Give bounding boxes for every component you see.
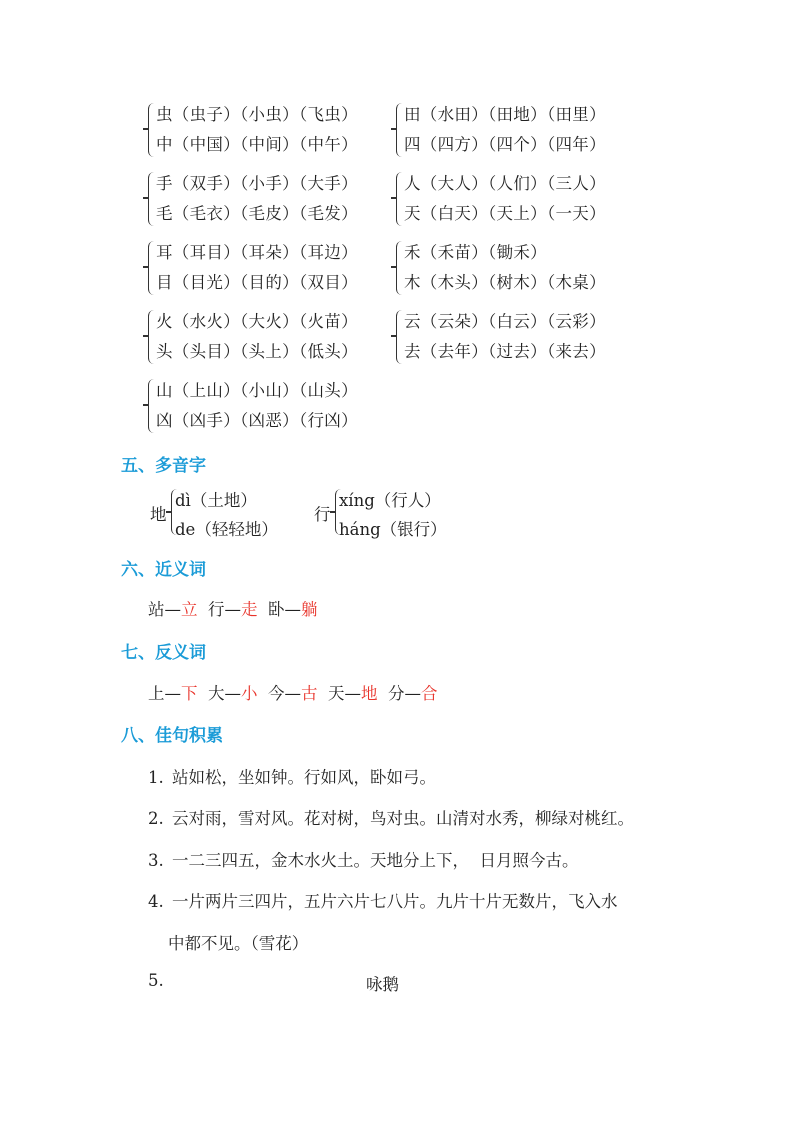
sentence-2 <box>148 805 634 829</box>
antonym-item: 分—合 <box>388 684 438 703</box>
brace <box>396 103 403 157</box>
polyphone-reading: de（轻轻地） <box>175 520 278 539</box>
word-line: 中（中国）（中间）（中午） <box>156 135 358 154</box>
word-line: 木（木头）（树木）（木桌） <box>404 273 606 292</box>
word-line: 人（大人）（人们）（三人） <box>404 174 606 193</box>
synonym-row <box>148 596 318 620</box>
section-heading-antonyms: 七、反义词 <box>121 643 206 663</box>
sentence-text: 一片两片三四片，五片六片七八片。九片十片无数片，飞入水 <box>172 892 618 911</box>
brace <box>148 103 155 157</box>
sentence-3 <box>148 847 579 871</box>
word-line: 耳（耳目）（耳朵）（耳边） <box>156 243 358 262</box>
word-line: 禾（禾苗）（锄禾） <box>404 243 547 262</box>
word-line: 毛（毛衣）（毛皮）（毛发） <box>156 204 358 223</box>
word-line: 手（双手）（小手）（大手） <box>156 174 358 193</box>
sentence-text: 一二三四五，金木水火土。天地分上下， 日月照今古。 <box>172 851 579 870</box>
antonym-row <box>148 680 438 704</box>
sentence-4-cont <box>168 930 308 954</box>
antonym-item: 大—小 <box>208 684 258 703</box>
word-line: 火（水火）（大火）（火苗） <box>156 312 358 331</box>
sentence-number: 2. <box>148 809 164 828</box>
word-line: 虫（虫子）（小虫）（飞虫） <box>156 105 358 124</box>
sentence-text: 站如松，坐如钟。行如风，卧如弓。 <box>172 768 436 787</box>
sentence-number: 1. <box>148 768 164 787</box>
polyphone-char: 地 <box>150 505 167 524</box>
brace <box>148 310 155 364</box>
synonym-item: 行—走 <box>208 600 258 619</box>
polyphone-char: 行 <box>314 505 331 524</box>
brace <box>148 379 155 433</box>
section-heading-synonyms: 六、近义词 <box>121 560 206 580</box>
word-line: 四（四方）（四个）（四年） <box>404 135 606 154</box>
sentence-text: 云对雨，雪对风。花对树，鸟对虫。山清对水秀，柳绿对桃红。 <box>172 809 634 828</box>
brace <box>396 241 403 295</box>
word-line: 目（目光）（目的）（双目） <box>156 273 358 292</box>
synonym-item: 卧—躺 <box>268 600 318 619</box>
word-line: 凶（凶手）（凶恶）（行凶） <box>156 411 358 430</box>
sentence-text: 中都不见。（雪花） <box>168 934 309 953</box>
word-line: 去（去年）（过去）（来去） <box>404 342 606 361</box>
synonym-item: 站—立 <box>148 600 198 619</box>
poem-title: 咏鹅 <box>366 975 399 994</box>
antonym-item: 天—地 <box>328 684 378 703</box>
brace <box>396 172 403 226</box>
section-heading-sentences: 八、佳句积累 <box>121 726 223 746</box>
sentence-number: 4. <box>148 892 164 911</box>
brace <box>148 241 155 295</box>
polyphone-reading: dì（土地） <box>175 491 257 510</box>
sentence-1 <box>148 764 436 788</box>
word-line: 山（上山）（小山）（山头） <box>156 381 358 400</box>
polyphone-reading: háng（银行） <box>339 520 447 539</box>
sentence-number: 5. <box>148 971 164 990</box>
antonym-item: 上—下 <box>148 684 198 703</box>
brace <box>396 310 403 364</box>
word-line: 天（白天）（天上）（一天） <box>404 204 606 223</box>
sentence-number: 3. <box>148 851 164 870</box>
brace <box>148 172 155 226</box>
sentence-5 <box>148 971 172 990</box>
word-line: 田（水田）（田地）（田里） <box>404 105 606 124</box>
polyphone-reading: xíng（行人） <box>339 491 441 510</box>
sentence-4 <box>148 888 618 912</box>
section-heading-polyphones: 五、多音字 <box>121 456 206 476</box>
word-line: 头（头目）（头上）（低头） <box>156 342 358 361</box>
antonym-item: 今—古 <box>268 684 318 703</box>
word-line: 云（云朵）（白云）（云彩） <box>404 312 606 331</box>
polyphone-di <box>150 487 330 539</box>
polyphone-xing <box>314 487 494 539</box>
